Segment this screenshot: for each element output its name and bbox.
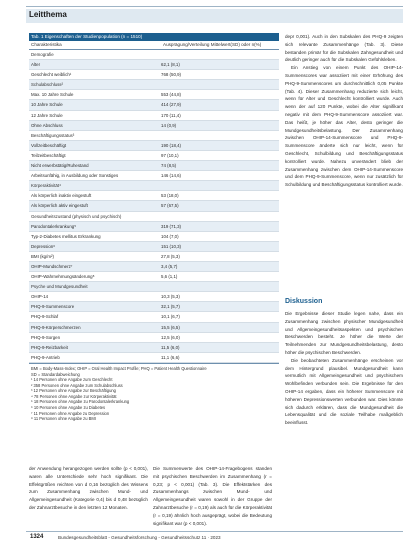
table-cell-value: 74 (8,5) — [161, 163, 177, 169]
table-row — [29, 151, 279, 161]
table-cell-value — [159, 282, 279, 291]
section-header — [26, 9, 403, 23]
journal-citation: Bundesgesundheitsblatt - Gesundheitsforschung - Gesundheitsschutz 11 · 2023 — [58, 535, 221, 540]
footnote: ⁸ 11 Personen ohne Angabe zu BMI — [31, 416, 96, 422]
table-cell-value: 146 (14,6) — [161, 173, 182, 179]
table-cell-value: 319 (71,3) — [161, 223, 182, 229]
table-cell-label: PHQ-9-Reizbarkeit — [31, 344, 68, 350]
table-row — [29, 333, 279, 343]
table-cell-label: PHQ-9-Antrieb — [31, 354, 60, 360]
footnote: ⁶ 10 Personen ohne Angabe zu Diabetes — [31, 405, 106, 411]
table-cell-label: Als körperlich inaktiv eingestuft — [31, 193, 92, 199]
table-cell-label: Alter — [31, 62, 41, 68]
table-row — [29, 242, 279, 252]
table-cell-label: PHQ-9-Sorgen — [31, 334, 61, 340]
table-row — [29, 252, 279, 262]
table-cell-label: Ohne Abschluss — [31, 122, 63, 128]
table-cell-label: Psyche und Mundgesundheit — [31, 284, 88, 290]
table-cell-value: 414 (27,9) — [161, 102, 182, 108]
table-cell-value: 5,6 (1,1) — [161, 274, 178, 280]
table-cell-value: 53 (18,0) — [161, 193, 179, 199]
table-row — [29, 282, 279, 292]
paragraph: depr 0,001). Auch in den Subskalen des PHQ-9 zeigten sich relevante Zusammenhänge (Tab. 3). Diese bestanden primär für die Subskalen Zahngesundheit und deutlich geringer auch für die Subskalen Gefühlsleben. — [285, 34, 403, 63]
table-cell-label: PHQ-9-Summenscore — [31, 304, 75, 310]
table-row — [29, 80, 279, 90]
body-column-middle — [153, 465, 272, 527]
table-cell-value: 768 (50,9) — [161, 72, 182, 78]
table-row — [29, 323, 279, 333]
table-cell-label: Max. 10 Jahre Schule — [31, 92, 74, 98]
table-footnotes — [29, 363, 279, 422]
table-row — [29, 201, 279, 211]
table-cell-value: 553 (44,8) — [161, 92, 182, 98]
table-cell-value: 10,3 (5,3) — [161, 294, 180, 300]
table-row — [29, 90, 279, 100]
table-row — [29, 161, 279, 171]
table-row — [29, 302, 279, 312]
table-row — [29, 141, 279, 151]
body-column-right — [285, 33, 403, 189]
table-cell-value: 57 (67,5) — [161, 203, 179, 209]
table-cell-label: Körperaktivität⁴ — [31, 183, 61, 189]
table-row — [29, 222, 279, 232]
footnote: ² 358 Personen ohne Angabe zum Schulabschluss — [31, 382, 123, 388]
page-number: 1324 — [30, 534, 44, 540]
table-row — [29, 121, 279, 131]
header-rule — [26, 6, 403, 7]
table-row — [29, 70, 279, 80]
table-row — [29, 353, 279, 363]
table-cell-label: Vollzeitbeschäftigt — [31, 142, 67, 148]
table-row — [29, 272, 279, 282]
table-cell-label: Gesundheitszustand (physisch und psychisch) — [31, 213, 122, 219]
table-title: Tab. 1 Eigenschaften der Studienpopulation (n = 1510) — [29, 33, 279, 41]
table-cell-label: Demografie — [31, 52, 54, 57]
table-row — [29, 191, 279, 201]
table-row — [29, 343, 279, 353]
table-cell-label: OHIP-Wahrnehmungsänderung⁸ — [31, 274, 95, 280]
table-row — [29, 212, 279, 222]
table-cell-label: PHQ-9-Körperschmerzen — [31, 324, 81, 330]
table-cell-value: 27,8 (5,3) — [161, 253, 180, 259]
footer-rule — [26, 531, 403, 532]
table-cell-label: Schulabschluss² — [31, 82, 63, 88]
footnote: ³ 12 Personen ohne Angabe zur Beschäftigung — [31, 388, 116, 394]
table-col-characteristics: Charakteristika — [31, 42, 62, 47]
table-cell-label: OHIP-14 — [31, 294, 49, 300]
diskussion-body — [285, 310, 403, 427]
table-cell-value: 11,5 (6,0) — [161, 344, 180, 350]
footnote: ¹ 14 Personen ohne Angabe zum Geschlecht — [31, 377, 113, 383]
table-cell-value: 3,4 (5,7) — [161, 263, 178, 269]
table-cell-label: Geschlecht weiblich¹ — [31, 72, 72, 78]
table-cell-label: Teilzeitbeschäftigt — [31, 152, 66, 158]
table-row — [29, 100, 279, 110]
paragraph: der Anwendung herangezogen werden sollte (p < 0,001), waren alle Unterschiede sehr hoch signifikant. Die Effektgrößen reichten von d 0,16 bezüglich des Wissens zum Zusammenhang zwischen Mund- und Allgemeingesundheit (Kategorie 0,4) bis d 0,48 bezüglich der Zahnarztbesuche in den letzten 12 Monaten. — [29, 466, 148, 510]
paragraph: Die beobachteten Zusammenhänge erscheinen vor dem Hintergrund plausibel. Mundgesundheit kann vermutlich mit Allgemeingesundheit und psychischem Wohlbefinden verbunden sein. Die Ergebnisse für den OHIP-14 ergaben, dass ein höherer Summenscore mit höheren Depressionswerten verbunden war. Dies könnte sich dadurch erklären, dass die Mundgesundheit die Lebensqualität und die soziale Teilhabe maßgeblich beeinflusst. — [285, 357, 403, 426]
diskussion-heading: Diskussion — [285, 298, 323, 305]
table-col-distribution: Ausprägung/Verteilung Mittelwert(SD) oder n(%) — [163, 42, 262, 47]
table-cell-value: 170 (11,4) — [161, 112, 181, 118]
table-cell-value — [159, 80, 279, 89]
table-cell-label: PHQ-9-Schlaf — [31, 314, 59, 320]
table-body — [29, 50, 279, 363]
table-cell-value: 97 (10,1) — [161, 152, 179, 158]
table-cell-label: Arbeitsunfähig, in Ausbildung oder Sonstiges — [31, 173, 119, 179]
table-cell-label: Als körperlich aktiv eingestuft — [31, 203, 88, 209]
table-row — [29, 312, 279, 322]
footnote: ⁵ 18 Personen ohne Angabe zu Parodontalerkrankung — [31, 399, 130, 405]
table-cell-label: Typ-2-Diabetes mellitus Erkrankung — [31, 233, 101, 239]
footnote: ⁷ 11 Personen ohne Angabe zu Depression — [31, 410, 110, 416]
table-cell-value — [159, 212, 279, 221]
table-cell-label: OHIP-Mundschmerz⁷ — [31, 263, 73, 269]
paragraph: Ein Anstieg von einem Punkt des OHIP-14-Summenscores war assoziiert mit einer Erhöhung des PHQ-9-Summenscores um durchschnittlich 0,05 Punkte (Tab. 4). Dieser Zusammenhang reduzierte sich leicht, wenn für Alter und Geschlecht kontrolliert wurde. Auch wenn der auf 120 Punkte, wobei die Alter signifikant negativ mit dem PHQ-9-Summenscore assoziiert war. Das heißt, je höher das Alter, desto geringer die Mundgesundheitsbelastung. Der Zusammenhang zwischen OHIP-14-Summenscore und PHQ-9-Summenscore änderte sich nur leicht, wenn für Geschlecht, Schulbildung und Beschäftigungsstatus kontrolliert wurde. Nahezu unverändert blieb der Zusammenhang zwischen dem OHIP-14-Summenscore und dem PHQ-9-Summenscore, wenn nur zusätzlich für Schulbildung und Beschäftigungsstatus kontrolliert wurde. — [285, 65, 403, 188]
section-label: Leitthema — [29, 10, 67, 19]
table-row — [29, 262, 279, 272]
table-cell-label: 12 Jahre Schule — [31, 112, 63, 118]
table-cell-label: Parodontalerkrankung⁵ — [31, 223, 77, 229]
table-cell-value: 32,1 (5,7) — [161, 304, 180, 310]
table-row — [29, 131, 279, 141]
table-row — [29, 60, 279, 70]
table-row — [29, 171, 279, 181]
body-column-left — [29, 465, 148, 512]
table-cell-value: 14 (0,9) — [161, 122, 177, 128]
table-row — [29, 181, 279, 191]
table-cell-label: BMI (kg/m²) — [31, 253, 54, 259]
study-table — [29, 33, 279, 422]
table-cell-value — [159, 131, 279, 140]
table-row — [29, 50, 279, 60]
table-cell-value: 10,1 (6,7) — [161, 314, 180, 320]
table-cell-value — [159, 181, 279, 190]
table-row — [29, 292, 279, 302]
paragraph: Die Summenwerte des OHIP-14-Fragebogens standen mit psychischen Beschwerden im Zusammenhang (r = 0,23; p < 0,001) (Tab. 3). Die Effektstärken des Zusammenhangs zwischen Mund- und Allgemeingesundheit waren sowohl in der Gruppe der Zahnarztbesuche (r = 0,19) als auch für die Körperaktivität (r = 0,19) ähnlich hoch ausgeprägt, wobei die Bedeutung signifikant war (p < 0,001). — [153, 466, 272, 526]
table-row — [29, 111, 279, 121]
table-cell-value: 151 (10,3) — [161, 243, 182, 249]
footnote: ⁴ 78 Personen ohne Angabe zur Körperaktivität — [31, 393, 117, 399]
table-cell-value: 190 (18,4) — [161, 142, 182, 148]
footnote: SD = Standardabweichung — [31, 371, 80, 377]
table-cell-label: Depression⁶ — [31, 243, 56, 249]
table-cell-value: 11,1 (6,6) — [161, 354, 180, 360]
table-cell-value: 12,5 (6,0) — [161, 334, 180, 340]
table-cell-value — [159, 50, 279, 59]
table-cell-label: 10 Jahre Schule — [31, 102, 63, 108]
table-cell-value: 104 (7,0) — [161, 233, 179, 239]
table-header-row — [29, 41, 279, 50]
table-cell-value: 15,5 (6,5) — [161, 324, 180, 330]
footnote: BMI = Body-Mass-Index; OHIP = Oral Health Impact Profile; PHQ = Patient Health Questionnaire — [31, 365, 207, 371]
paragraph: Die Ergebnisse dieser Studie legen nahe, dass ein Zusammenhang zwischen physischer Mundgesundheit und Allgemeingesundheitsaspekten und psychischen Beschwerden besteht. Je höher die Werte der Teilnehmenden zur Mundgesundheitsbelastung, desto höher die psychischen Beschwerden. — [285, 311, 403, 355]
table-row — [29, 232, 279, 242]
table-cell-label: Beschäftigungsstatus³ — [31, 132, 75, 138]
table-cell-value: 62,1 (8,1) — [161, 62, 180, 68]
table-cell-label: Nicht erwerbstätig/Ruhestand — [31, 163, 89, 169]
